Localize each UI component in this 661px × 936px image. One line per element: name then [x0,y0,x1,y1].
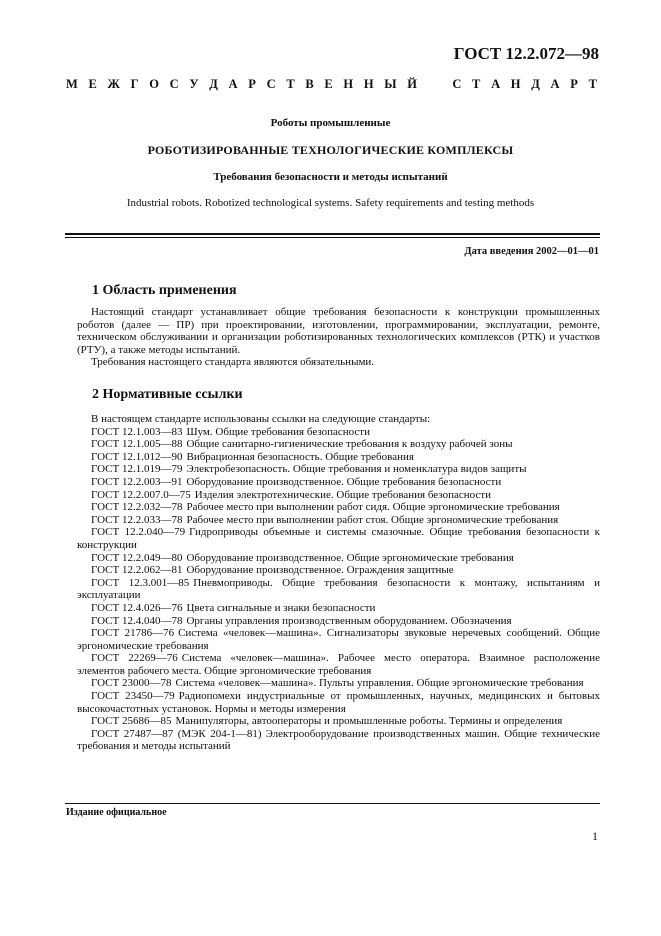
reference-number: ГОСТ 12.2.049—80 [91,551,183,564]
reference-item [77,690,600,715]
reference-number: ГОСТ 12.4.026—76 [91,601,183,614]
banner-letter: Н [363,77,374,91]
reference-number: ГОСТ 21786—76 [91,627,175,640]
reference-title: Электробезопасность. Общие требования и номенклатура видов защиты [186,463,527,476]
section-heading-scope: 1 Область применения [92,283,237,298]
section-heading-references: 2 Нормативные ссылки [92,387,243,402]
banner-letter: Т [472,77,481,91]
banner-letter: Ы [384,77,397,91]
standard-subject: Роботы промышленные [270,117,391,129]
banner-letter: Н [343,77,354,91]
reference-title: Изделия электротехнические. Общие требования безопасности [194,488,491,501]
reference-item [77,615,600,628]
paragraph: Требования настоящего стандарта являются обязательными. [91,356,375,369]
banner-letter: Д [531,77,540,91]
banner-letter: С [169,77,179,91]
banner-letter: С [266,77,276,91]
standard-subtitle: Требования безопасности и методы испытаний [213,171,448,183]
banner-letter: А [491,77,501,91]
divider-thick [65,233,600,235]
references-list [77,413,600,753]
banner-letter: Е [88,77,97,91]
paragraph: Настоящий стандарт устанавливает общие требования безопасности к конструкции промышленных роботов (далее — ПР) при проектировании, изготовлении, программировании, эксплуатации, ремонте, техническом обслуживании и организации роботизированных технологических комплексов (РТК) и участков (РТУ), а также методы испытаний. [77,306,600,356]
banner-letter: А [550,77,560,91]
english-title: Industrial robots. Robotized technological systems. Safety requirements and testing methods [126,197,535,209]
reference-item [77,627,600,652]
reference-item [77,577,600,602]
reference-number: ГОСТ 12.2.033—78 [91,513,183,526]
reference-number: ГОСТ 12.2.003—91 [91,475,183,488]
introduction-date: Дата введения 2002—01—01 [464,246,599,257]
reference-item [77,564,600,577]
reference-title: Оборудование производственное. Ограждения защитные [186,564,454,577]
reference-item [77,526,600,551]
reference-title: Органы управления производственным оборудованием. Обозначения [186,614,512,627]
reference-number: ГОСТ 23000—78 [91,677,172,690]
reference-item [77,476,600,489]
reference-title: Общие санитарно-гигиенические требования к воздуху рабочей зоны [186,438,513,451]
reference-item [77,715,600,728]
reference-title: Манипуляторы, автооператоры и промышленные роботы. Термины и определения [175,715,563,728]
banner-letter: В [305,77,314,91]
banner-letter: О [149,77,159,91]
divider-thin [65,237,600,238]
page-number: 1 [592,829,598,843]
reference-item [77,438,600,451]
banner-letter: Р [248,77,256,91]
reference-number: ГОСТ 12.2.062—81 [91,564,183,577]
reference-item [77,677,600,690]
reference-number: ГОСТ 12.3.001—85 [91,576,190,589]
reference-title: Рабочее место при выполнении работ сидя. Общие эргономические требования [186,501,560,514]
reference-item [77,489,600,502]
standard-banner [66,77,597,92]
reference-item [77,728,600,753]
reference-number: ГОСТ 25686—85 [91,715,172,728]
banner-letter: У [189,77,199,91]
reference-item [77,501,600,514]
banner-letter: Н [510,77,521,91]
reference-title: Система «человек—машина». Пульты управления. Общие эргономические требования [175,677,584,690]
reference-title: Оборудование производственное. Общие требования безопасности [186,475,502,488]
banner-letter: Р [570,77,578,91]
references-lead: В настоящем стандарте использованы ссылки на следующие стандарты: [91,413,431,425]
reference-item [77,451,600,464]
reference-title: Пневмоприводы. Общие требования безопасности к монтажу, испытаниям и эксплуатации [77,576,600,602]
reference-number: ГОСТ 12.4.040—78 [91,614,183,627]
banner-letter: Д [209,77,218,91]
banner-letter: Т [588,77,597,91]
edition-note: Издание официальное [66,807,167,818]
banner-letter: М [66,77,78,91]
banner-letter: Е [324,77,333,91]
banner-letter: А [228,77,238,91]
reference-number: ГОСТ 12.1.019—79 [91,463,183,476]
banner-letter: Й [407,77,417,91]
reference-title: Оборудование производственное. Общие эргономические требования [186,551,514,564]
reference-title: Цвета сигнальные и знаки безопасности [186,601,376,614]
banner-letter: Т [286,77,295,91]
reference-number: ГОСТ 12.1.005—88 [91,438,183,451]
reference-number: ГОСТ 27487—87 (МЭК 204-1—81) [91,727,262,740]
reference-number: ГОСТ 22269—76 [91,652,178,665]
reference-item [77,652,600,677]
reference-number: ГОСТ 12.2.032—78 [91,501,183,514]
reference-title: Электрооборудование производственных машин. Общие технические требования и методы испытаний [77,727,601,753]
reference-title: Система «человек—машина». Сигнализаторы звуковые неречевых сообщений. Общие эргономические требования [77,627,600,652]
standard-title: РОБОТИЗИРОВАННЫЕ ТЕХНОЛОГИЧЕСКИЕ КОМПЛЕКСЫ [147,143,514,157]
reference-number: ГОСТ 12.2.007.0—75 [91,488,191,501]
banner-spacer [428,77,442,92]
reference-number: ГОСТ 23450—79 [91,690,175,703]
reference-title: Вибрационная безопасность. Общие требования [186,450,414,463]
reference-item [77,463,600,476]
reference-number: ГОСТ 12.1.012—90 [91,450,183,463]
reference-title: Радиопомехи индустриальные от промышленных, научных, медицинских и бытовых высокочастотных установок. Нормы и методы измерения [77,690,600,715]
document-code: ГОСТ 12.2.072—98 [453,44,599,63]
banner-letter: С [452,77,462,91]
reference-number: ГОСТ 12.2.040—79 [91,526,186,539]
reference-item [77,552,600,565]
footer-divider [65,803,600,804]
reference-title: Шум. Общие требования безопасности [186,425,370,438]
reference-item [77,426,600,439]
reference-item [77,514,600,527]
banner-letter: Г [130,77,139,91]
reference-item [77,602,600,615]
reference-number: ГОСТ 12.1.003—83 [91,425,183,438]
banner-letter: Ж [107,77,120,91]
scope-text [77,306,600,369]
reference-title: Гидроприводы объемные и системы смазочные. Общие требования безопасности к конструкции [77,526,600,551]
reference-title: Система «человек—машина». Рабочее место оператора. Взаимное расположение элементов рабочего места. Общие эргономические требования [77,652,600,677]
reference-title: Рабочее место при выполнении работ стоя. Общие эргономические требования [186,513,559,526]
